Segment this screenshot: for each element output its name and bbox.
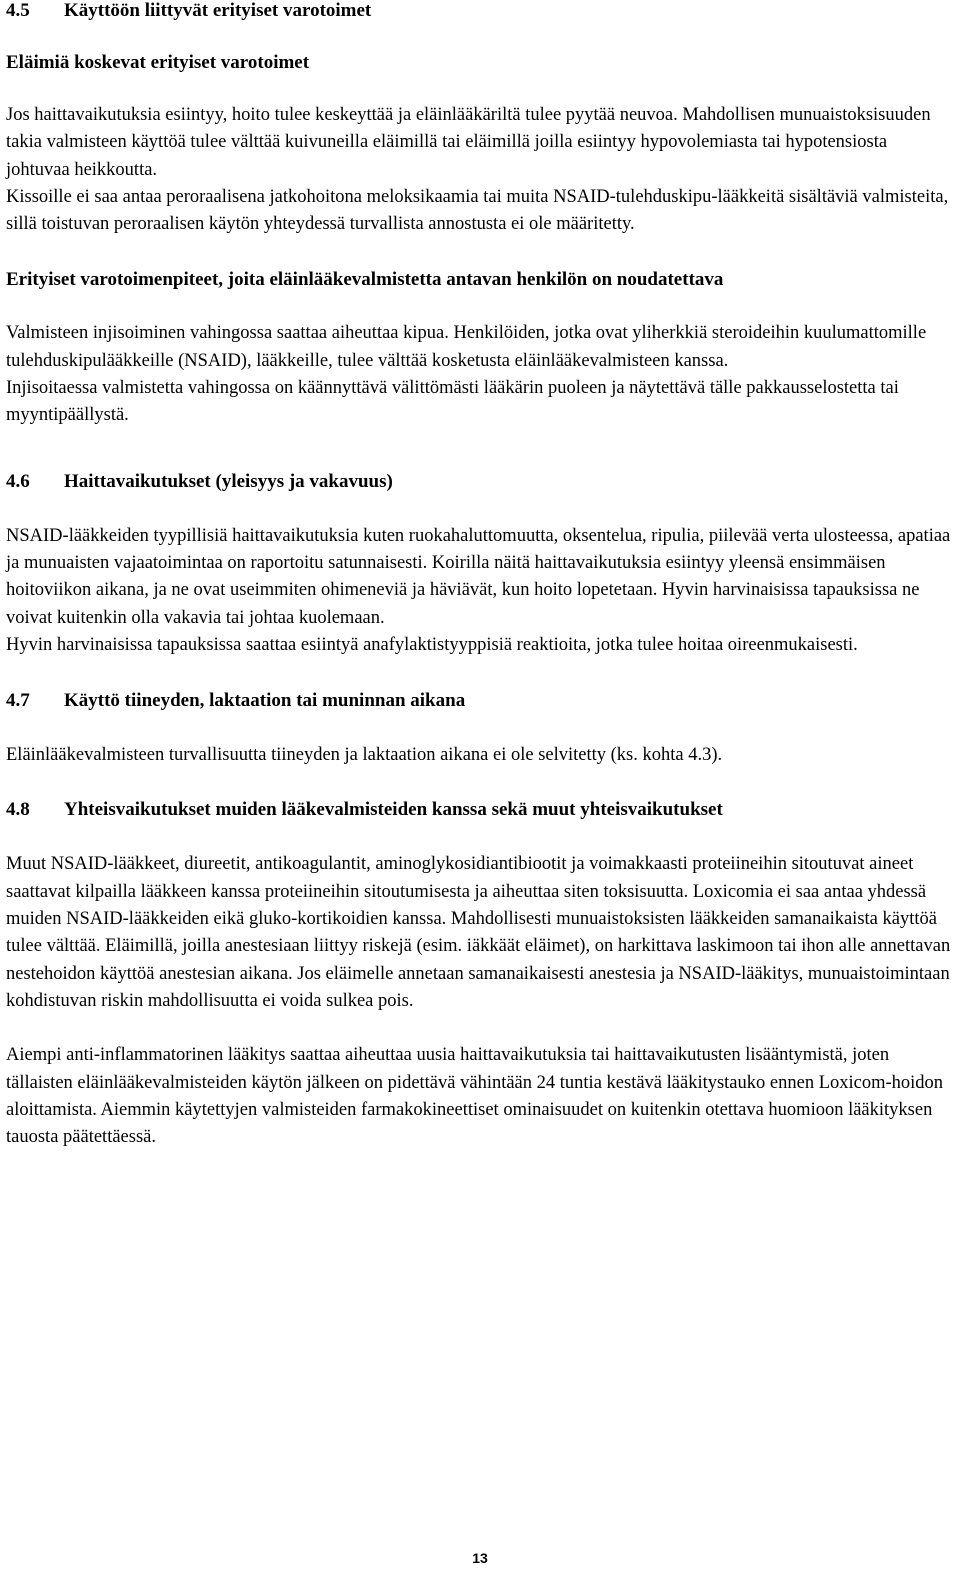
section-4-5-heading (6, 0, 952, 24)
paragraph: Valmisteen injisoiminen vahingossa saattaa aiheuttaa kipua. Henkilöiden, jotka ovat yliherkkiä steroideihin kuulumattomille tulehduskipulääkkeille (NSAID), lääkkeille, tulee välttää kosketusta eläinlääkevalmisteen kanssa. (6, 323, 927, 371)
paragraph: NSAID-lääkkeiden tyypillisiä haittavaikutuksia kuten ruokahaluttomuutta, oksentelua, ripulia, piilevää verta ulosteessa, apatiaa ja munuaisten vajaatoimintaa on raportoitu satunnaisesti. Koirilla näitä haittavaikutuksia esiintyy yleensä ensimmäisen hoitoviikon aikana, ja ne ovat useimmiten ohimeneviä ja häviävät, kun hoito lopetetaan. Hyvin harvinaisissa tapauksissa ne voivat kuitenkin olla vakavia tai johtaa kuolemaan. (6, 525, 951, 628)
section-title: Yhteisvaikutukset muiden lääkevalmisteiden kanssa sekä muut yhteisvaikutukset (64, 799, 723, 821)
paragraph: Injisoitaessa valmistetta vahingossa on käännyttävä välittömästi lääkärin puoleen ja näytettävä tälle pakkausselostetta tai myyntipäällystä. (6, 378, 899, 426)
section-number: 4.6 (6, 470, 30, 492)
subheading-animal-precautions: Eläimiä koskevat erityiset varotoimet (6, 52, 310, 73)
paragraph: Kissoille ei saa antaa peroraalisena jatkohoitona meloksikaamia tai muita NSAID-tulehduskipu-lääkkeitä sisältäviä valmisteita, sillä toistuvan peroraalisen käytön yhteydessä turvallista annostusta ei ole määritetty. (6, 186, 949, 235)
section-4-6-heading (6, 469, 952, 495)
paragraph: Aiempi anti-inflammatorinen lääkitys saattaa aiheuttaa uusia haittavaikutuksia tai haittavaikutusten lisääntymistä, joten tällaisten eläinlääkevalmisteiden käytön jälkeen on pidettävä vähintään 24 tuntia kestävä lääkitystauko ennen Loxicom-hoidon aloittamista. Aiemmin käytettyjen valmisteiden farmakokineettiset ominaisuudet on kuitenkin otettava huomioon lääkityksen tauosta päätettäessä. (6, 1045, 944, 1148)
section-title: Käyttöön liittyvät erityiset varotoimet (64, 0, 372, 21)
paragraph: Muut NSAID-lääkkeet, diureetit, antikoagulantit, aminoglykosidiantibiootit ja voimakkaasti proteiineihin sitoutuvat aineet saattavat kilpailla lääkkeen kanssa proteiineihin sitoutumisesta ja aiheuttaa siten toksisuutta. Loxicomia ei saa antaa yhdessä muiden NSAID-lääkkeiden eikä gluko-kortikoidien kanssa. Mahdollisesti munuaistoksisten lääkkeiden samanaikaista käyttöä tulee välttää. Eläimillä, joilla anestesiaan liittyy riskejä (esim. iäkkäät eläimet), on harkittava laskimoon tai ihon alle annettavan nestehoidon käyttöä anestesian aikana. Jos eläimelle annetaan samanaikaisesti anestesia ja NSAID-lääkitys, munuaistoimintaan kohdistuvan riskin mahdollisuutta ei voida sulkea pois. (6, 854, 951, 1011)
section-number: 4.7 (6, 690, 30, 712)
subheading-operator-precautions: Erityiset varotoimenpiteet, joita eläinlääkevalmistetta antavan henkilön on noudatettava (6, 269, 724, 291)
paragraph: Jos haittavaikutuksia esiintyy, hoito tulee keskeyttää ja eläinlääkäriltä tulee pyytää neuvoa. Mahdollisen munuaistoksisuuden takia valmisteen käyttöä tulee välttää kuivuneilla eläimillä tai eläimillä joilla esiintyy hypovolemiasta tai hypotensiosta johtuvaa heikkoutta. (6, 105, 931, 180)
paragraph: Hyvin harvinaisissa tapauksissa saattaa esiintyä anafylaktistyyppisiä reaktioita, jotka tulee hoitaa oireenmukaisesti. (6, 634, 858, 655)
document-page (6, 0, 952, 1151)
paragraph: Eläinlääkevalmisteen turvallisuutta tiineyden ja laktaation aikana ei ole selvitetty (ks. kohta 4.3). (6, 745, 723, 766)
section-4-7-heading (6, 688, 952, 714)
section-number: 4.8 (6, 799, 30, 821)
section-number: 4.5 (6, 0, 30, 21)
page-number: 13 (472, 1550, 488, 1566)
section-title: Käyttö tiineyden, laktaation tai muninnan aikana (64, 690, 466, 712)
section-title: Haittavaikutukset (yleisyys ja vakavuus) (64, 470, 393, 492)
section-4-8-heading (6, 797, 952, 823)
